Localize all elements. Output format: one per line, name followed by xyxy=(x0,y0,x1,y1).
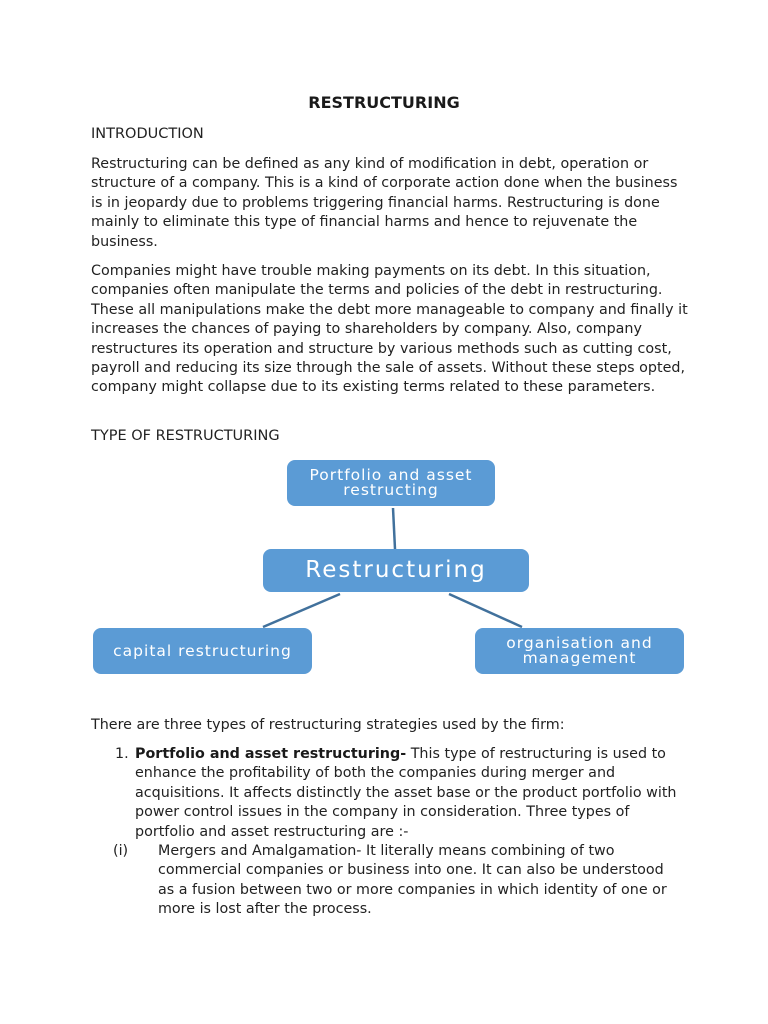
connector-top xyxy=(393,508,395,549)
list-item-body: This type of restructuring is used to enhance the profitability of both the companies during merger and acquisitions. It affects distinctly the asset base or the product portfolio with power control issues in the company in consideration. Three types of portfolio and asset restructuring are :- xyxy=(135,746,677,840)
intro-paragraph-2: Companies might have trouble making payments on its debt. In this situation, companies often manipulate the terms and policies of the debt in restructuring. These all manipulations make the debt more manageable to company and finally it increases the chances of paying to shareholders by company. Also, company restructures its operation and structure by various methods such as cutting cost, payroll and reducing its size through the sale of assets. Without these steps opted, company might collapse due to its existing terms related to these parameters. xyxy=(91,263,688,396)
types-heading: TYPE OF RESTRUCTURING xyxy=(91,428,280,444)
types-intro: There are three types of restructuring strategies used by the firm: xyxy=(91,717,565,733)
restructuring-diagram xyxy=(0,450,768,690)
document-title: RESTRUCTURING xyxy=(308,93,460,112)
diagram-node-portfolio-label: Portfolio and asset restructing xyxy=(309,466,473,499)
connector-right xyxy=(449,594,522,627)
sub-list-item-marker: (i) xyxy=(113,843,129,859)
introduction-heading: INTRODUCTION xyxy=(91,126,204,142)
list-item-marker: 1. xyxy=(115,746,129,762)
intro-paragraph-1: Restructuring can be defined as any kind of modification in debt, operation or structure of a company. This is a kind of corporate action done when the business is in jeopardy due to problems triggering financial harms. Restructuring is done mainly to eliminate this type of financial harms and hence to rejuvenate the business. xyxy=(91,156,678,250)
diagram-node-organisation xyxy=(475,628,684,674)
diagram-node-capital xyxy=(93,628,312,674)
sub-list-item-text: Mergers and Amalgamation- It literally means combining of two commercial companies or business into one. It can also be understood as a fusion between two or more companies in which identity of one or more is lost after the process. xyxy=(158,843,667,918)
list-item-text xyxy=(135,745,691,842)
diagram-node-capital-label: capital restructuring xyxy=(113,642,292,660)
list-item-lead: Portfolio and asset restructuring- xyxy=(135,746,407,762)
diagram-node-restructuring xyxy=(263,549,529,592)
connector-left xyxy=(263,594,340,627)
diagram-node-restructuring-label: Restructuring xyxy=(305,557,487,583)
diagram-node-organisation-label: organisation and management xyxy=(506,634,653,667)
diagram-node-portfolio xyxy=(287,460,495,506)
